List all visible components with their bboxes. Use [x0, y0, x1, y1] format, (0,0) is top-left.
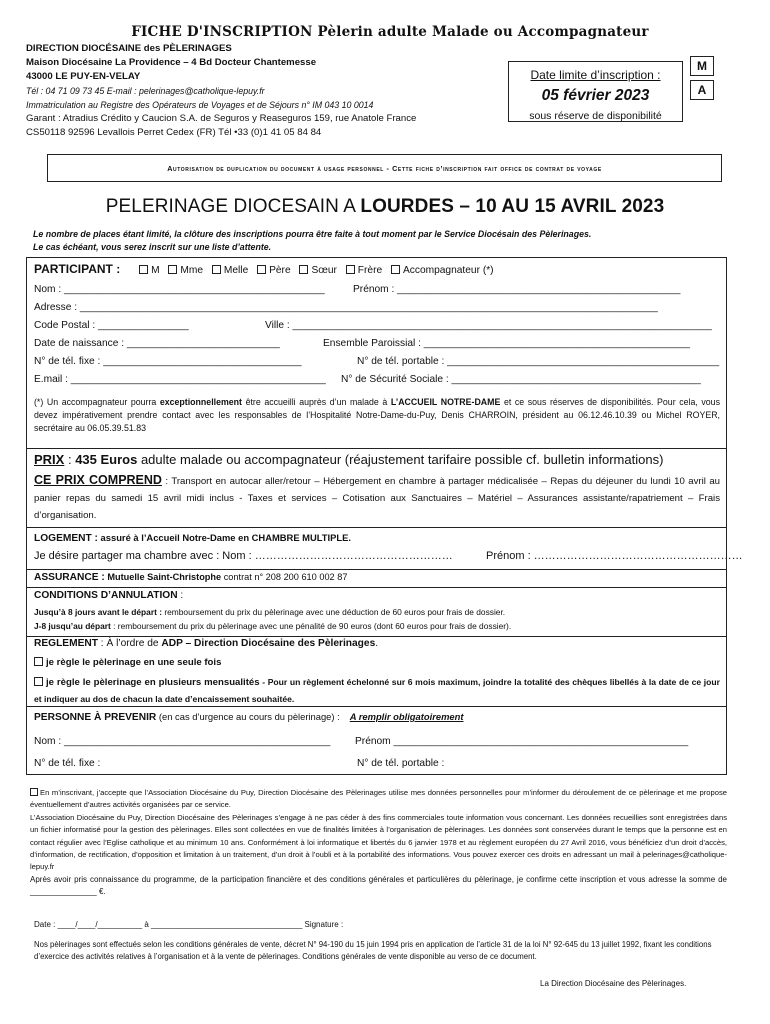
reglement-option-1 [34, 657, 221, 668]
date-signature-line[interactable]: Date : ____/____/__________ à __________________________________ Signature : [34, 920, 344, 929]
note-line-2: Le cas échéant, vous serez inscrit sur une liste d’attente. [33, 242, 272, 252]
pilgrimage-heading [0, 196, 770, 218]
date-naissance-field[interactable]: Date de naissance : ___________________________ [34, 338, 280, 349]
footer-p1 [30, 787, 727, 812]
confirm-text: Après avoir pris connaissance du programme, de la participation financière et des conditions générales et particulières du pèlerinage, je confirme cette inscription et vous adresse la somme de _______________ €. [30, 874, 727, 897]
annulation-l2-text: : remboursement du prix du pèlerinage avec une pénalité de 90 euros (dont 60 euros pour frais de dossier). [110, 621, 512, 631]
assurance-row [34, 572, 347, 583]
option-melle-label: Melle [223, 265, 249, 276]
checkbox-soeur[interactable] [299, 265, 308, 274]
divider [26, 636, 727, 637]
annulation-l2-bold: J-8 jusqu’au départ [34, 621, 111, 631]
checkbox-mensualites[interactable] [34, 677, 43, 686]
checkbox-m[interactable] [139, 265, 148, 274]
category-box-m[interactable]: M [690, 56, 714, 76]
annulation-line-1 [34, 607, 505, 617]
annulation-colon: : [177, 590, 184, 601]
comprend-label: CE PRIX COMPREND [34, 473, 162, 487]
rgpd-text [30, 787, 727, 899]
accomp-text-2: exceptionnellement [159, 397, 242, 407]
prevenir-row [34, 711, 463, 723]
duplication-banner: Autorisation de duplication du document à usage personnel - Cette fiche d’inscription fait office de contrat de voyage [47, 154, 722, 182]
securite-sociale-field[interactable]: N° de Sécurité Sociale : ____________________________________________ [341, 374, 701, 385]
deadline-box [508, 61, 683, 122]
prevenir-label: PERSONNE À PREVENIR [34, 712, 157, 723]
option-frere-label: Frère [357, 265, 383, 276]
checkbox-une-fois[interactable] [34, 657, 43, 666]
prevenir-paren: (en cas d’urgence au cours du pèlerinage) : [156, 711, 340, 722]
reglement-option-2 [34, 674, 720, 707]
checkbox-frere[interactable] [346, 265, 355, 274]
participant-row [34, 262, 494, 276]
checkbox-melle[interactable] [212, 265, 221, 274]
footer-p3 [30, 874, 727, 899]
ville-field[interactable]: Ville : __________________________________________________________________________ [265, 320, 712, 331]
org-line-1: DIRECTION DIOCÉSAINE des PÈLERINAGES [26, 43, 232, 54]
deadline-note: sous réserve de disponibilité [529, 110, 662, 122]
category-box-a[interactable]: A [690, 80, 714, 100]
option-m-label: M [151, 265, 160, 276]
reglement-text-1: : À l’ordre de [97, 638, 162, 649]
org-line-6: Garant : Atradius Crédito y Caucion S.A. de Seguros y Reaseguros 159, rue Anatole France [26, 113, 417, 124]
checkbox-consent[interactable] [30, 788, 38, 796]
org-line-7: CS50118 92596 Levallois Perret Cedex (FR) Tél •33 (0)1 41 05 84 84 [26, 127, 322, 138]
code-postal-field[interactable]: Code Postal : ________________ [34, 320, 189, 331]
ensemble-paroissial-field[interactable]: Ensemble Paroissial : _______________________________________________ [323, 338, 691, 349]
email-field[interactable]: E.mail : _____________________________________________ [34, 374, 326, 385]
prix-amount: 435 Euros [75, 452, 138, 467]
checkbox-pere[interactable] [257, 265, 266, 274]
places-note [33, 228, 591, 254]
assurance-name: Mutuelle Saint-Christophe [104, 572, 222, 582]
footer-p2: L’Association Diocésaine du Puy, Direction Diocésaine des Pèlerinages s’engage à ne pas céder à des fins commerciales toute information vous concernant. Les données recueillies sont enregistrées dans un fichier informatisé pour la gestion des pèlerinages. Elles sont collectées en vue de finalités limitées à l’organisation de pèlerinages. Les données sont conservées durant le temps que la personne est en contact régulier avec l’Eglise catholique et au minimum 10 ans. Conformément à loi informatique et libertés du 6 janvier 1978 et au règlement européen du 27 Avril 2016, vous bénéficiez d’un droit d’accès, d’information, de rectification, d’opposition et limitation à un traitement, d’un droit à l’oubli et à la portabilité des informations. Vous pouvez exercer ces droits en adressant un mail à pelerinages@catholique-lepuy.fr [30, 812, 727, 872]
option-pere-label: Père [269, 265, 291, 276]
reglement-opt2-label: je règle le pèlerinage en plusieurs mensualités [46, 677, 260, 688]
option-mme-label: Mme [180, 265, 204, 276]
org-line-2: Maison Diocésaine La Providence – 4 Bd Docteur Chantemesse [26, 57, 317, 68]
prevenir-tel-portable-field[interactable]: N° de tél. portable : [357, 758, 445, 769]
assurance-label: ASSURANCE : [34, 572, 105, 583]
deadline-date: 05 février 2023 [541, 87, 650, 104]
prix-rest: adulte malade ou accompagnateur (réajustement tarifaire possible cf. bulletin informations) [137, 452, 664, 467]
participant-label: PARTICIPANT : [34, 262, 121, 276]
divider [26, 569, 727, 570]
accomp-text-3: être accueilli auprès d’un malade à [242, 397, 391, 407]
logement-text: assuré à l’Accueil Notre-Dame en CHAMBRE MULTIPLE. [97, 532, 351, 543]
accomp-text-1: (*) Un accompagnateur pourra [34, 397, 160, 407]
accomp-text-4: L’ACCUEIL NOTRE-DAME [390, 397, 501, 407]
divider [26, 587, 727, 588]
comprend-text: : Transport en autocar aller/retour – Hébergement en chambre à partager médicalisée – Repas du déjeuner du lundi 10 avril au panier repas du samedi 15 avril midi inclus - Taxes et services – Cotisation aux Sanctuaires – Matériel – Assurances assistante/rapatriement – Frais d’organisation. [34, 476, 720, 521]
prenom-field[interactable]: Prénom : __________________________________________________ [353, 284, 681, 295]
annulation-row [34, 590, 183, 601]
nom-field[interactable]: Nom : ______________________________________________ [34, 284, 325, 295]
prix-row: PRIX : 435 Euros adulte malade ou accompagnateur (réajustement tarifaire possible cf. bulletin informations) [34, 452, 664, 467]
reglement-label: REGLEMENT [34, 638, 98, 649]
prix-label: PRIX [34, 452, 65, 467]
deadline-label: Date limite d’inscription : [530, 68, 661, 82]
legal-text: Nos pèlerinages sont effectués selon les conditions générales de vente, décret N° 94-190 du 15 juin 1994 pris en application de l’article 31 de la loi N° 92-645 du 13 juillet 1992, fixant les conditions d’exercice des activités relatives à l’organisation et à la vente de pèlerinages. Conditions générales de vente disponible au verso de ce document. [34, 940, 712, 961]
prix-comprend [34, 472, 720, 524]
prevenir-prenom-field[interactable]: Prénom ____________________________________________________ [355, 736, 689, 747]
adresse-field[interactable]: Adresse : ______________________________________________________________________________________________________ [34, 302, 658, 313]
reglement-row [34, 638, 378, 649]
signature-block: La Direction Diocésaine des Pèlerinages. [540, 979, 687, 988]
accompagnateur-note [34, 396, 720, 435]
checkbox-accompagnateur[interactable] [391, 265, 400, 274]
logement-row [34, 532, 351, 544]
annulation-l1-text: remboursement du prix du pèlerinage avec une déduction de 60 euros pour frais de dossier. [162, 607, 506, 617]
divider [26, 527, 727, 528]
heading-prefix: PELERINAGE DIOCESAIN A [105, 196, 361, 217]
option-accompagnateur-label: Accompagnateur (*) [402, 265, 494, 276]
annulation-line-2 [34, 621, 511, 631]
org-line-5: Immatriculation au Registre des Opérateurs de Voyages et de Séjours n° IM 043 10 0014 [26, 100, 374, 110]
logement-label: LOGEMENT : [34, 533, 98, 544]
tel-portable-field[interactable]: N° de tél. portable : ________________________________________________ [357, 356, 720, 367]
consent-text: En m’inscrivant, j’accepte que l’Association Diocésaine du Puy, Direction Diocésaine des Pèlerinages utilise mes données personnelles pour m’informer du déroulement de ce pèlerinage et me propose éventuellement d’autres activités organisées par ce service. [30, 788, 727, 810]
reglement-opt2-text: - Pour un règlement échelonné sur 6 mois maximum, joindre la totalité des chèques libellés à la date de ce jour et indiquer au dos de chacun la date d’encaissement souhaitée. [34, 677, 720, 704]
form-title: FICHE D'INSCRIPTION Pèlerin adulte Malade ou Accompagnateur [131, 24, 649, 40]
reglement-text-3: . [375, 638, 379, 649]
org-line-4: Tél : 04 71 09 73 45 E-mail : pelerinages@catholique-lepuy.fr [26, 86, 265, 96]
reglement-text-2: ADP – Direction Diocésaine des Pèlerinages [161, 638, 376, 649]
option-soeur-label: Sœur [311, 265, 337, 276]
checkbox-mme[interactable] [168, 265, 177, 274]
heading-bold: LOURDES – 10 AU 15 AVRIL 2023 [360, 196, 665, 217]
annulation-l1-bold: Jusqu’à 8 jours avant le départ : [34, 607, 162, 617]
assurance-contract: contrat n° 208 200 610 002 87 [221, 572, 348, 582]
partage-prenom-field[interactable]: Prénom : ………………………………………………… [486, 550, 743, 562]
annulation-label: CONDITIONS D’ANNULATION [34, 590, 178, 601]
accomp-text-5: et ce sous réserves de disponibilités. Pour cela, vous devez impérativement prendre contact avec les responsables de l’Hospitalité Notre-Dame-du-Puy, Denis CHARROIN, président au 06.12.46.10.39 ou Michel ROYER, secrétaire au 06.05.39.51.83 [34, 397, 720, 433]
note-line-1: Le nombre de places étant limité, la clôture des inscriptions pourra être faite à tout moment par le Service Diocésain des Pèlerinages. [33, 229, 592, 239]
tel-fixe-field[interactable]: N° de tél. fixe : ___________________________________ [34, 356, 302, 367]
prevenir-required: A remplir obligatoirement [349, 711, 464, 722]
reglement-opt1-label: je règle le pèlerinage en une seule fois [46, 657, 222, 668]
organization-header [26, 42, 416, 140]
divider [26, 448, 727, 449]
org-line-3: 43000 LE PUY-EN-VELAY [26, 71, 141, 82]
prevenir-nom-field[interactable]: Nom : _______________________________________________ [34, 736, 331, 747]
partage-nom-field[interactable]: Je désire partager ma chambre avec : Nom : ……………………………………………… [34, 550, 453, 562]
prevenir-tel-fixe-field[interactable]: N° de tél. fixe : [34, 758, 101, 769]
